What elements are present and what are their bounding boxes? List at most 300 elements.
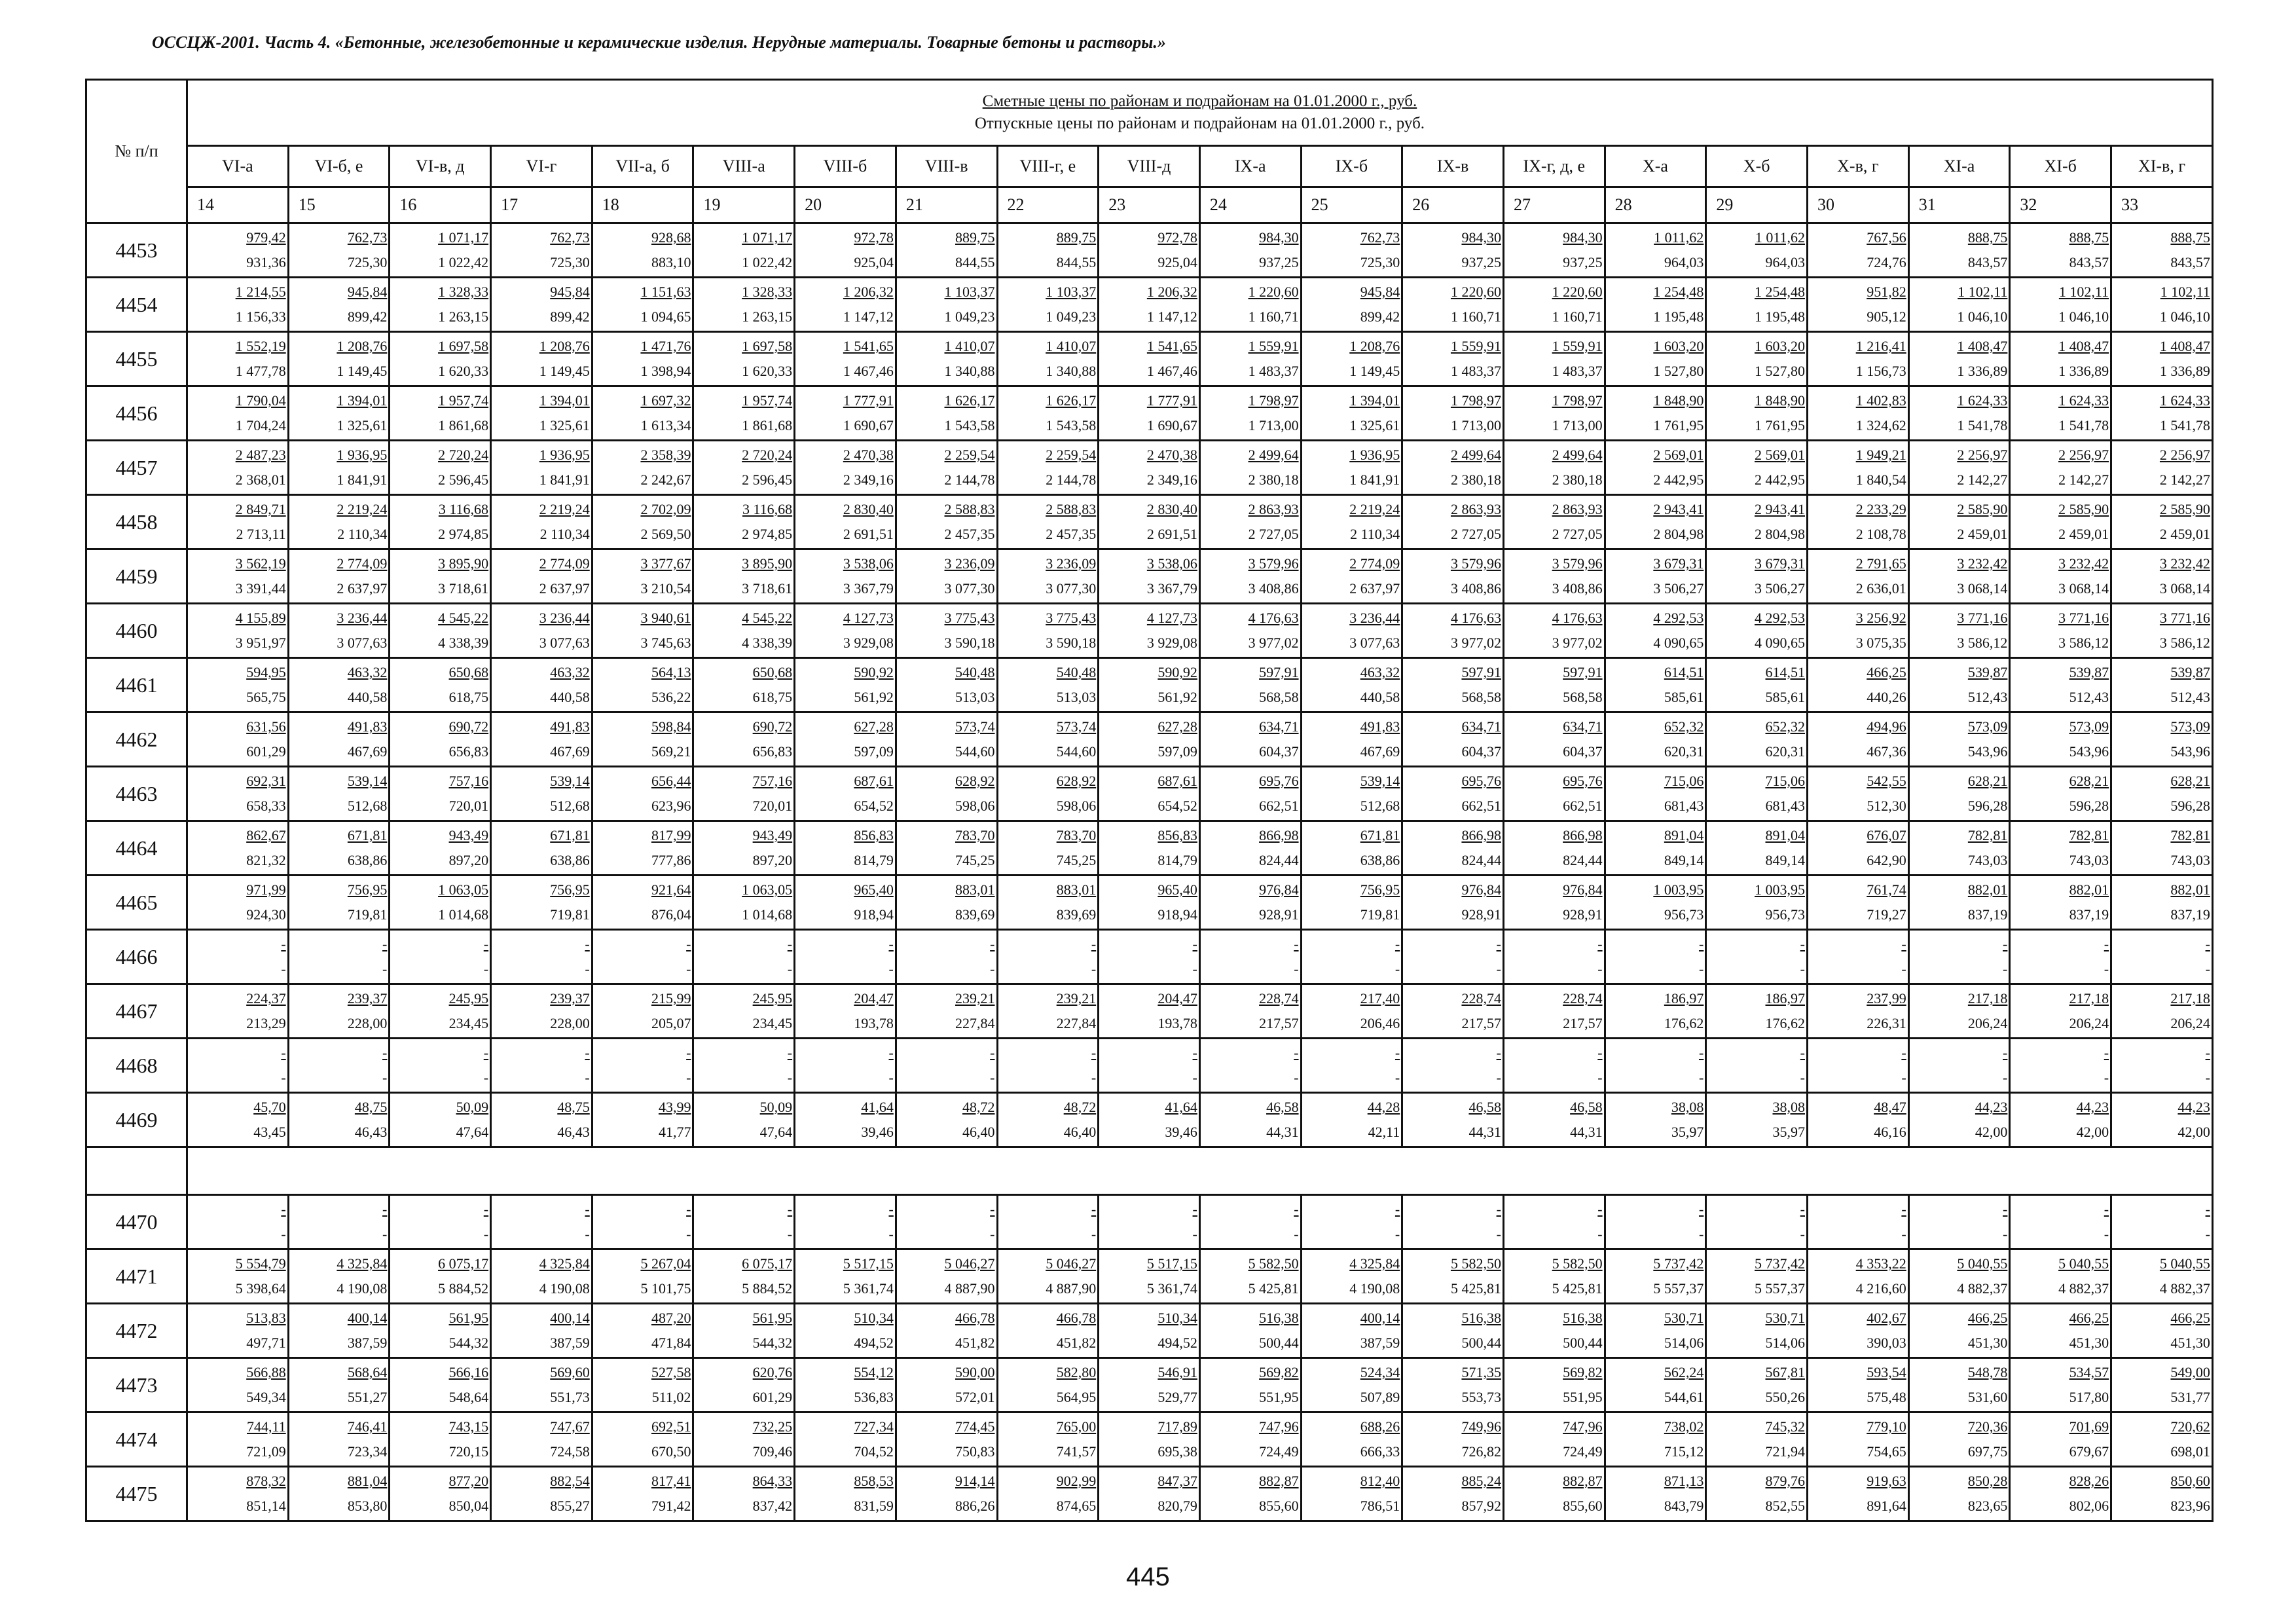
price-cell bbox=[390, 821, 491, 876]
price-cell bbox=[1908, 712, 2010, 767]
price-cell bbox=[1808, 223, 1909, 278]
release-price: - bbox=[382, 1069, 388, 1086]
release-price: 1 861,68 bbox=[742, 417, 793, 434]
estimated-price: 539,14 bbox=[347, 773, 388, 789]
price-cell bbox=[1908, 223, 2010, 278]
estimated-price: - bbox=[2104, 936, 2109, 952]
release-price: 2 459,01 bbox=[2159, 526, 2210, 542]
price-cell bbox=[592, 876, 693, 930]
price-cell bbox=[2111, 712, 2213, 767]
release-price: 512,30 bbox=[1867, 798, 1906, 814]
release-price: 5 101,75 bbox=[640, 1280, 691, 1297]
release-price: 544,60 bbox=[955, 743, 995, 760]
region-header: XI-б bbox=[2010, 146, 2111, 187]
price-cell bbox=[1808, 1358, 1909, 1412]
price-cell bbox=[390, 1358, 491, 1412]
release-price: 3 951,97 bbox=[235, 635, 286, 651]
estimated-price: - bbox=[1294, 1044, 1299, 1061]
release-price: 3 077,30 bbox=[944, 580, 995, 597]
estimated-price: - bbox=[888, 936, 894, 952]
price-cell bbox=[1402, 930, 1504, 984]
price-cell bbox=[1099, 767, 1200, 821]
estimated-price: 590,92 bbox=[1157, 664, 1197, 680]
release-price: 1 336,89 bbox=[2058, 363, 2109, 379]
estimated-price: 1 624,33 bbox=[2159, 392, 2210, 409]
price-cell bbox=[491, 604, 592, 658]
price-cell bbox=[1503, 223, 1605, 278]
estimated-price: 2 863,93 bbox=[1450, 501, 1501, 517]
release-price: - bbox=[787, 1226, 793, 1242]
price-cell bbox=[795, 712, 896, 767]
release-price: 176,62 bbox=[1664, 1015, 1704, 1031]
estimated-price: 4 127,73 bbox=[1146, 610, 1197, 626]
estimated-price: 877,20 bbox=[448, 1473, 489, 1489]
price-cell bbox=[2010, 658, 2111, 712]
estimated-price: 245,95 bbox=[752, 990, 793, 1006]
estimated-price: - bbox=[1698, 936, 1704, 952]
estimated-price: 48,47 bbox=[1874, 1099, 1906, 1115]
estimated-price: 3 895,90 bbox=[438, 555, 489, 572]
release-price: 551,73 bbox=[550, 1389, 590, 1405]
release-price: - bbox=[1294, 1226, 1299, 1242]
estimated-price: 46,58 bbox=[1266, 1099, 1299, 1115]
region-header: IX-в bbox=[1402, 146, 1504, 187]
price-cell bbox=[2010, 1093, 2111, 1147]
price-cell bbox=[491, 821, 592, 876]
estimated-price: 41,64 bbox=[1165, 1099, 1197, 1115]
price-cell bbox=[693, 1467, 795, 1521]
price-cell bbox=[795, 1358, 896, 1412]
release-price: 2 637,97 bbox=[1349, 580, 1400, 597]
estimated-price: 5 046,27 bbox=[944, 1255, 995, 1272]
release-price: 720,01 bbox=[752, 798, 793, 814]
release-price: 721,94 bbox=[1765, 1443, 1805, 1460]
price-cell bbox=[187, 984, 289, 1039]
release-price: 217,57 bbox=[1259, 1015, 1299, 1031]
price-table bbox=[85, 79, 2214, 1522]
price-cell bbox=[1706, 332, 1808, 386]
price-cell bbox=[693, 658, 795, 712]
estimated-price: 549,00 bbox=[2170, 1364, 2210, 1380]
estimated-price: 228,74 bbox=[1563, 990, 1603, 1006]
estimated-price: 692,51 bbox=[651, 1418, 691, 1435]
column-number: 17 bbox=[491, 187, 592, 223]
row-number: 4453 bbox=[86, 223, 187, 278]
release-price: - bbox=[1800, 1226, 1805, 1242]
row-number: 4465 bbox=[86, 876, 187, 930]
release-price: 1 160,71 bbox=[1450, 308, 1501, 325]
estimated-price: 4 292,53 bbox=[1653, 610, 1704, 626]
release-price: 1 761,95 bbox=[1653, 417, 1704, 434]
price-cell bbox=[896, 1467, 997, 1521]
estimated-price: - bbox=[787, 936, 793, 952]
release-price: 514,06 bbox=[1664, 1335, 1704, 1351]
estimated-price: 1 777,91 bbox=[843, 392, 894, 409]
release-price: 553,73 bbox=[1461, 1389, 1501, 1405]
price-cell bbox=[1402, 332, 1504, 386]
price-cell bbox=[1908, 278, 2010, 332]
price-cell bbox=[1503, 1249, 1605, 1304]
price-cell bbox=[795, 549, 896, 604]
release-price: 3 590,18 bbox=[944, 635, 995, 651]
estimated-price: 695,76 bbox=[1259, 773, 1299, 789]
price-cell bbox=[592, 604, 693, 658]
release-price: 876,04 bbox=[651, 906, 691, 923]
estimated-price: 568,64 bbox=[347, 1364, 388, 1380]
release-price: 1 840,54 bbox=[1855, 471, 1906, 488]
estimated-price: 50,09 bbox=[759, 1099, 793, 1115]
release-price: 440,58 bbox=[347, 689, 388, 705]
estimated-price: 4 325,84 bbox=[1349, 1255, 1400, 1272]
release-price: 2 349,16 bbox=[843, 471, 894, 488]
release-price: 497,71 bbox=[246, 1335, 286, 1351]
release-price: 1 160,71 bbox=[1248, 308, 1299, 325]
price-cell bbox=[1301, 278, 1402, 332]
estimated-price: 4 325,84 bbox=[337, 1255, 388, 1272]
price-cell bbox=[1099, 821, 1200, 876]
release-price: 1 049,23 bbox=[944, 308, 995, 325]
release-price: 1 841,91 bbox=[1349, 471, 1400, 488]
price-cell bbox=[1503, 658, 1605, 712]
release-price: 2 380,18 bbox=[1552, 471, 1603, 488]
release-price: 226,31 bbox=[1867, 1015, 1906, 1031]
estimated-price: 687,61 bbox=[1157, 773, 1197, 789]
estimated-price: 1 394,01 bbox=[1349, 392, 1400, 409]
price-cell bbox=[1301, 1249, 1402, 1304]
release-price: 1 713,00 bbox=[1450, 417, 1501, 434]
price-cell bbox=[997, 658, 1099, 712]
price-cell bbox=[1605, 223, 1706, 278]
price-cell bbox=[997, 876, 1099, 930]
price-cell bbox=[491, 1195, 592, 1249]
estimated-price: 1 328,33 bbox=[742, 284, 793, 300]
estimated-price: 727,34 bbox=[854, 1418, 894, 1435]
release-price: 620,31 bbox=[1765, 743, 1805, 760]
release-price: - bbox=[686, 1069, 691, 1086]
release-price: - bbox=[1901, 1226, 1906, 1242]
table-row bbox=[86, 441, 2213, 495]
release-price: 924,30 bbox=[246, 906, 286, 923]
estimated-price: 6 075,17 bbox=[742, 1255, 793, 1272]
estimated-price: 5 517,15 bbox=[843, 1255, 894, 1272]
estimated-price: - bbox=[1597, 1201, 1603, 1217]
estimated-price: 5 046,27 bbox=[1046, 1255, 1097, 1272]
release-price: 3 077,30 bbox=[1046, 580, 1097, 597]
price-cell bbox=[2010, 1467, 2111, 1521]
estimated-price: - bbox=[1901, 936, 1906, 952]
release-price: 500,44 bbox=[1259, 1335, 1299, 1351]
release-price: 512,68 bbox=[550, 798, 590, 814]
release-price: 42,11 bbox=[1368, 1124, 1400, 1140]
release-price: 596,28 bbox=[2069, 798, 2109, 814]
price-cell bbox=[1706, 386, 1808, 441]
price-cell bbox=[997, 441, 1099, 495]
release-price: 956,73 bbox=[1664, 906, 1704, 923]
price-cell bbox=[795, 767, 896, 821]
estimated-price: 400,14 bbox=[347, 1310, 388, 1326]
release-price: 575,48 bbox=[1867, 1389, 1906, 1405]
estimated-price: - bbox=[1597, 1044, 1603, 1061]
row-number: 4456 bbox=[86, 386, 187, 441]
release-price: 5 557,37 bbox=[1755, 1280, 1805, 1297]
estimated-price: 5 517,15 bbox=[1146, 1255, 1197, 1272]
price-cell bbox=[2010, 332, 2111, 386]
price-cell bbox=[1908, 495, 2010, 549]
price-cell bbox=[896, 332, 997, 386]
price-cell bbox=[187, 1467, 289, 1521]
release-price: - bbox=[2104, 1069, 2109, 1086]
price-cell bbox=[491, 1304, 592, 1358]
price-cell bbox=[795, 1249, 896, 1304]
release-price: 206,24 bbox=[1967, 1015, 2008, 1031]
estimated-price: 491,83 bbox=[347, 718, 388, 735]
estimated-price: 564,13 bbox=[651, 664, 691, 680]
price-cell bbox=[1301, 495, 1402, 549]
region-header: VI-б, е bbox=[288, 146, 390, 187]
price-cell bbox=[1301, 1412, 1402, 1467]
release-price: 3 408,86 bbox=[1552, 580, 1603, 597]
release-price: 536,83 bbox=[854, 1389, 894, 1405]
price-cell bbox=[693, 278, 795, 332]
estimated-price: 1 603,20 bbox=[1653, 338, 1704, 354]
price-cell bbox=[1908, 1093, 2010, 1147]
release-price: 543,96 bbox=[2069, 743, 2109, 760]
estimated-price: 1 798,97 bbox=[1552, 392, 1603, 409]
release-price: 724,76 bbox=[1867, 254, 1906, 270]
price-cell bbox=[896, 876, 997, 930]
price-cell bbox=[1605, 332, 1706, 386]
release-price: 1 049,23 bbox=[1046, 308, 1097, 325]
region-header: VIII-в bbox=[896, 146, 997, 187]
price-cell bbox=[2111, 604, 2213, 658]
price-cell bbox=[390, 223, 491, 278]
estimated-price: 783,70 bbox=[955, 827, 995, 843]
estimated-price: 2 256,97 bbox=[2159, 447, 2210, 463]
price-cell bbox=[1099, 604, 1200, 658]
price-cell bbox=[491, 1467, 592, 1521]
price-cell bbox=[1099, 386, 1200, 441]
estimated-price: 510,34 bbox=[1157, 1310, 1197, 1326]
price-cell bbox=[795, 984, 896, 1039]
estimated-price: 1 541,65 bbox=[843, 338, 894, 354]
price-cell bbox=[1706, 495, 1808, 549]
price-cell bbox=[592, 658, 693, 712]
estimated-price: 569,60 bbox=[550, 1364, 590, 1380]
price-cell bbox=[1605, 1093, 1706, 1147]
estimated-price: 757,16 bbox=[752, 773, 793, 789]
estimated-price: 402,67 bbox=[1867, 1310, 1906, 1326]
price-cell bbox=[1808, 604, 1909, 658]
release-price: 844,55 bbox=[1056, 254, 1097, 270]
estimated-price: 540,48 bbox=[1056, 664, 1097, 680]
estimated-price: 224,37 bbox=[246, 990, 286, 1006]
estimated-price: - bbox=[1698, 1044, 1704, 1061]
price-cell bbox=[491, 1039, 592, 1093]
release-price: 44,31 bbox=[1266, 1124, 1299, 1140]
price-cell bbox=[1503, 876, 1605, 930]
price-cell bbox=[1402, 658, 1504, 712]
price-cell bbox=[795, 1412, 896, 1467]
release-price: 512,68 bbox=[347, 798, 388, 814]
estimated-price: 466,25 bbox=[2069, 1310, 2109, 1326]
release-price: 928,91 bbox=[1461, 906, 1501, 923]
estimated-price: 1 220,60 bbox=[1450, 284, 1501, 300]
release-price: 572,01 bbox=[955, 1389, 995, 1405]
price-cell bbox=[2111, 549, 2213, 604]
price-cell bbox=[491, 223, 592, 278]
price-cell bbox=[795, 658, 896, 712]
estimated-price: 2 720,24 bbox=[438, 447, 489, 463]
release-price: 2 442,95 bbox=[1653, 471, 1704, 488]
row-number: 4470 bbox=[86, 1195, 187, 1249]
release-price: - bbox=[1496, 1226, 1501, 1242]
release-price: 39,46 bbox=[861, 1124, 894, 1140]
estimated-price: 671,81 bbox=[550, 827, 590, 843]
release-price: 1 467,46 bbox=[843, 363, 894, 379]
release-price: 618,75 bbox=[752, 689, 793, 705]
price-cell bbox=[1199, 1093, 1301, 1147]
price-cell bbox=[1199, 1467, 1301, 1521]
estimated-price: 45,70 bbox=[253, 1099, 286, 1115]
price-cell bbox=[288, 278, 390, 332]
release-price: 709,46 bbox=[752, 1443, 793, 1460]
release-price: 670,50 bbox=[651, 1443, 691, 1460]
estimated-price: 914,14 bbox=[955, 1473, 995, 1489]
estimated-price: 747,67 bbox=[550, 1418, 590, 1435]
release-price: 850,04 bbox=[448, 1498, 489, 1514]
release-price: 511,02 bbox=[651, 1389, 691, 1405]
estimated-price: 2 358,39 bbox=[640, 447, 691, 463]
release-price: 228,00 bbox=[347, 1015, 388, 1031]
release-price: 918,94 bbox=[1157, 906, 1197, 923]
price-cell bbox=[1706, 1358, 1808, 1412]
release-price: 4 882,37 bbox=[2159, 1280, 2210, 1297]
estimated-price: 756,95 bbox=[550, 881, 590, 898]
estimated-price: 965,40 bbox=[1157, 881, 1197, 898]
price-cell bbox=[491, 1412, 592, 1467]
price-cell bbox=[1605, 1412, 1706, 1467]
price-cell bbox=[997, 1412, 1099, 1467]
price-cell bbox=[1199, 1195, 1301, 1249]
row-number: 4474 bbox=[86, 1412, 187, 1467]
estimated-price: 744,11 bbox=[247, 1418, 286, 1435]
release-price: 1 195,48 bbox=[1755, 308, 1805, 325]
estimated-price: - bbox=[1294, 1201, 1299, 1217]
release-price: - bbox=[1698, 1226, 1704, 1242]
estimated-price: 976,84 bbox=[1259, 881, 1299, 898]
price-cell bbox=[1199, 712, 1301, 767]
estimated-price: 2 943,41 bbox=[1755, 501, 1805, 517]
release-price: 931,36 bbox=[246, 254, 286, 270]
region-header: X-б bbox=[1706, 146, 1808, 187]
estimated-price: 885,24 bbox=[1461, 1473, 1501, 1489]
estimated-price: 866,98 bbox=[1563, 827, 1603, 843]
estimated-price: - bbox=[1091, 1044, 1097, 1061]
estimated-price: 3 256,92 bbox=[1855, 610, 1906, 626]
price-cell bbox=[896, 658, 997, 712]
estimated-price: - bbox=[2003, 1044, 2008, 1061]
release-price: 41,77 bbox=[658, 1124, 691, 1140]
release-price: 585,61 bbox=[1765, 689, 1805, 705]
price-cell bbox=[1402, 767, 1504, 821]
release-price: - bbox=[1698, 961, 1704, 977]
estimated-price: 582,80 bbox=[1056, 1364, 1097, 1380]
release-price: 2 457,35 bbox=[944, 526, 995, 542]
estimated-price: 881,04 bbox=[347, 1473, 388, 1489]
estimated-price: 46,58 bbox=[1570, 1099, 1603, 1115]
release-price: 925,04 bbox=[854, 254, 894, 270]
release-price: 2 636,01 bbox=[1855, 580, 1906, 597]
estimated-price: 3 377,67 bbox=[640, 555, 691, 572]
estimated-price: 1 206,32 bbox=[1146, 284, 1197, 300]
release-price: 1 620,33 bbox=[438, 363, 489, 379]
price-cell bbox=[2010, 223, 2111, 278]
price-cell bbox=[592, 767, 693, 821]
estimated-price: 3 116,68 bbox=[438, 501, 489, 517]
release-price: 3 745,63 bbox=[640, 635, 691, 651]
estimated-price: 971,99 bbox=[246, 881, 286, 898]
release-price: - bbox=[888, 961, 894, 977]
estimated-price: 516,38 bbox=[1563, 1310, 1603, 1326]
price-cell bbox=[592, 223, 693, 278]
estimated-price: 5 737,42 bbox=[1755, 1255, 1805, 1272]
estimated-price: 979,42 bbox=[246, 229, 286, 246]
price-cell bbox=[997, 604, 1099, 658]
estimated-price: 656,44 bbox=[651, 773, 691, 789]
estimated-price: 540,48 bbox=[955, 664, 995, 680]
release-price: 1 543,58 bbox=[1046, 417, 1097, 434]
estimated-price: 3 895,90 bbox=[742, 555, 793, 572]
estimated-price: 747,96 bbox=[1259, 1418, 1299, 1435]
price-cell bbox=[288, 441, 390, 495]
estimated-price: 850,28 bbox=[1967, 1473, 2008, 1489]
price-cell bbox=[1099, 441, 1200, 495]
release-price: 46,43 bbox=[557, 1124, 590, 1140]
estimated-price: 239,21 bbox=[1056, 990, 1097, 1006]
release-price: 5 884,52 bbox=[438, 1280, 489, 1297]
release-price: 227,84 bbox=[1056, 1015, 1097, 1031]
table-row bbox=[86, 1195, 2213, 1249]
release-price: 585,61 bbox=[1664, 689, 1704, 705]
estimated-price: 1 220,60 bbox=[1248, 284, 1299, 300]
release-price: - bbox=[281, 961, 286, 977]
price-cell bbox=[1503, 386, 1605, 441]
table-row bbox=[86, 1467, 2213, 1521]
release-price: 623,96 bbox=[651, 798, 691, 814]
price-cell bbox=[1605, 441, 1706, 495]
estimated-price: 1 394,01 bbox=[337, 392, 388, 409]
price-cell bbox=[795, 332, 896, 386]
price-cell bbox=[1199, 821, 1301, 876]
price-cell bbox=[187, 712, 289, 767]
release-price: 601,29 bbox=[752, 1389, 793, 1405]
estimated-price: 756,95 bbox=[347, 881, 388, 898]
release-price: 543,96 bbox=[2170, 743, 2210, 760]
estimated-price: - bbox=[382, 1044, 388, 1061]
estimated-price: 3 940,61 bbox=[640, 610, 691, 626]
release-price: 658,33 bbox=[246, 798, 286, 814]
estimated-price: 1 003,95 bbox=[1755, 881, 1805, 898]
price-cell bbox=[693, 876, 795, 930]
estimated-price: 738,02 bbox=[1664, 1418, 1704, 1435]
estimated-price: 466,78 bbox=[955, 1310, 995, 1326]
release-price: 814,79 bbox=[854, 852, 894, 868]
release-price: 2 142,27 bbox=[1957, 471, 2008, 488]
release-price: 512,43 bbox=[2170, 689, 2210, 705]
estimated-price: 186,97 bbox=[1664, 990, 1704, 1006]
release-price: - bbox=[2205, 961, 2210, 977]
release-price: - bbox=[990, 961, 995, 977]
